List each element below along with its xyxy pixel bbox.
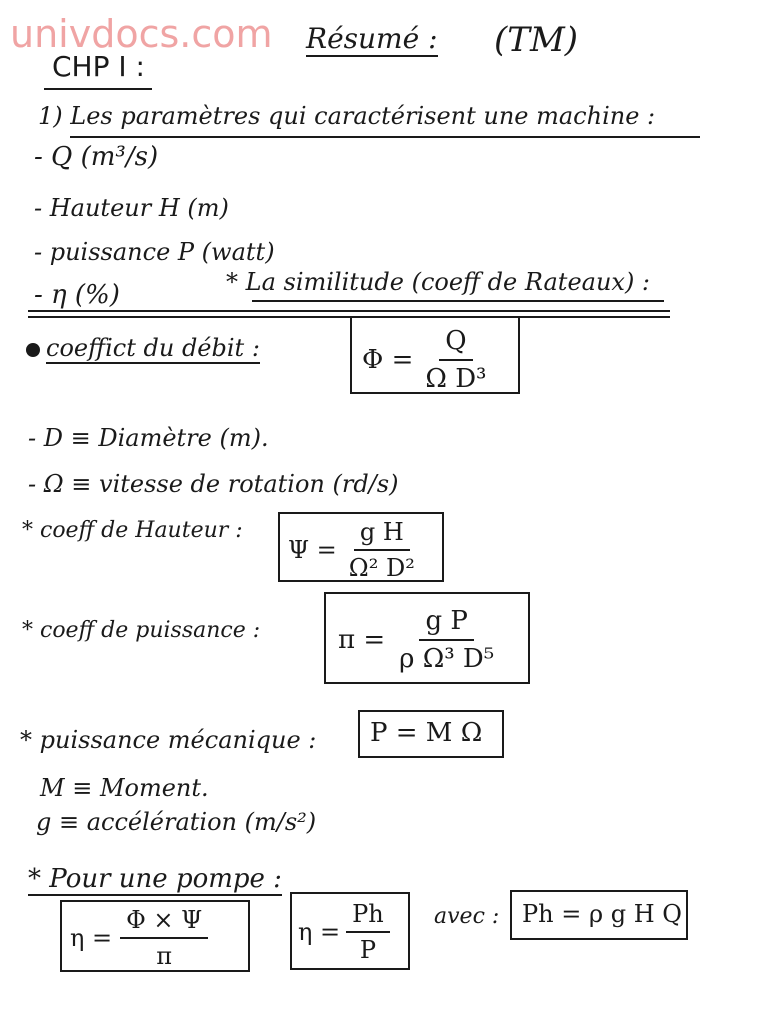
param-item: - η (%) — [34, 280, 120, 310]
formula-lhs: η = — [70, 924, 113, 952]
fraction — [346, 900, 390, 964]
chapter-underline — [44, 88, 152, 90]
denominator: P — [359, 936, 376, 964]
definition-line: M ≡ Moment. — [40, 774, 209, 802]
formula-lhs: η = — [298, 918, 341, 946]
debit-label — [26, 334, 260, 362]
eta2-formula-box — [290, 892, 410, 970]
definition-line: - D ≡ Diamètre (m). — [28, 424, 269, 452]
page-title: Résumé : — [306, 22, 438, 55]
fraction — [120, 906, 208, 970]
mecanique-label: * puissance mécanique : — [20, 726, 317, 754]
hauteur-label: * coeff de Hauteur : — [22, 518, 243, 543]
definition-line: - Ω ≡ vitesse de rotation (rd/s) — [28, 470, 399, 498]
mecanique-formula-box — [358, 710, 504, 758]
section-1-underline — [70, 136, 700, 138]
ph-formula: Ph = ρ g H Q — [522, 900, 682, 928]
section-1-title: 1) Les paramètres qui caractérisent une machine : — [38, 102, 656, 130]
param-item: - puissance P (watt) — [34, 238, 275, 266]
watermark: univdocs.com — [10, 12, 273, 56]
similitude-heading: * La similitude (coeff de Rateaux) : — [226, 268, 651, 296]
hauteur-formula-box — [278, 512, 444, 582]
ph-formula-box — [510, 890, 688, 940]
numerator: g P — [419, 606, 473, 641]
denominator: Ω² D² — [348, 554, 415, 582]
param-item: - Hauteur H (m) — [34, 194, 229, 222]
avec-label: avec : — [434, 904, 500, 929]
numerator: Ph — [346, 900, 390, 933]
param-item: - Q (m³/s) — [34, 142, 159, 172]
pompe-heading: * Pour une pompe : — [28, 864, 282, 894]
denominator: π — [156, 942, 173, 970]
debit-label-text: coeffict du débit : — [46, 334, 260, 362]
numerator: Φ × Ψ — [120, 906, 208, 939]
definition-line: g ≡ accélération (m/s²) — [36, 808, 317, 836]
puissance-formula-box — [324, 592, 530, 684]
similitude-underline — [252, 300, 664, 302]
denominator: ρ Ω³ D⁵ — [399, 644, 495, 674]
fraction — [343, 518, 421, 582]
chapter-heading: CHP I : — [52, 50, 145, 83]
mecanique-formula: P = M Ω — [370, 718, 483, 748]
formula-lhs: Φ = — [362, 345, 414, 375]
formula-lhs: Ψ = — [288, 536, 337, 564]
debit-formula-box — [350, 316, 520, 394]
numerator: g H — [354, 518, 410, 551]
eta1-formula-box — [60, 900, 250, 972]
fraction — [393, 606, 500, 674]
formula-lhs: π = — [338, 625, 386, 655]
denominator: Ω D³ — [425, 364, 487, 394]
fraction — [419, 326, 492, 394]
numerator: Q — [439, 326, 472, 361]
bullet-icon — [26, 343, 40, 357]
puissance-label: * coeff de puissance : — [22, 618, 261, 643]
subject-label: (TM) — [494, 20, 579, 60]
divider-line — [28, 310, 670, 312]
divider-line — [28, 316, 670, 318]
